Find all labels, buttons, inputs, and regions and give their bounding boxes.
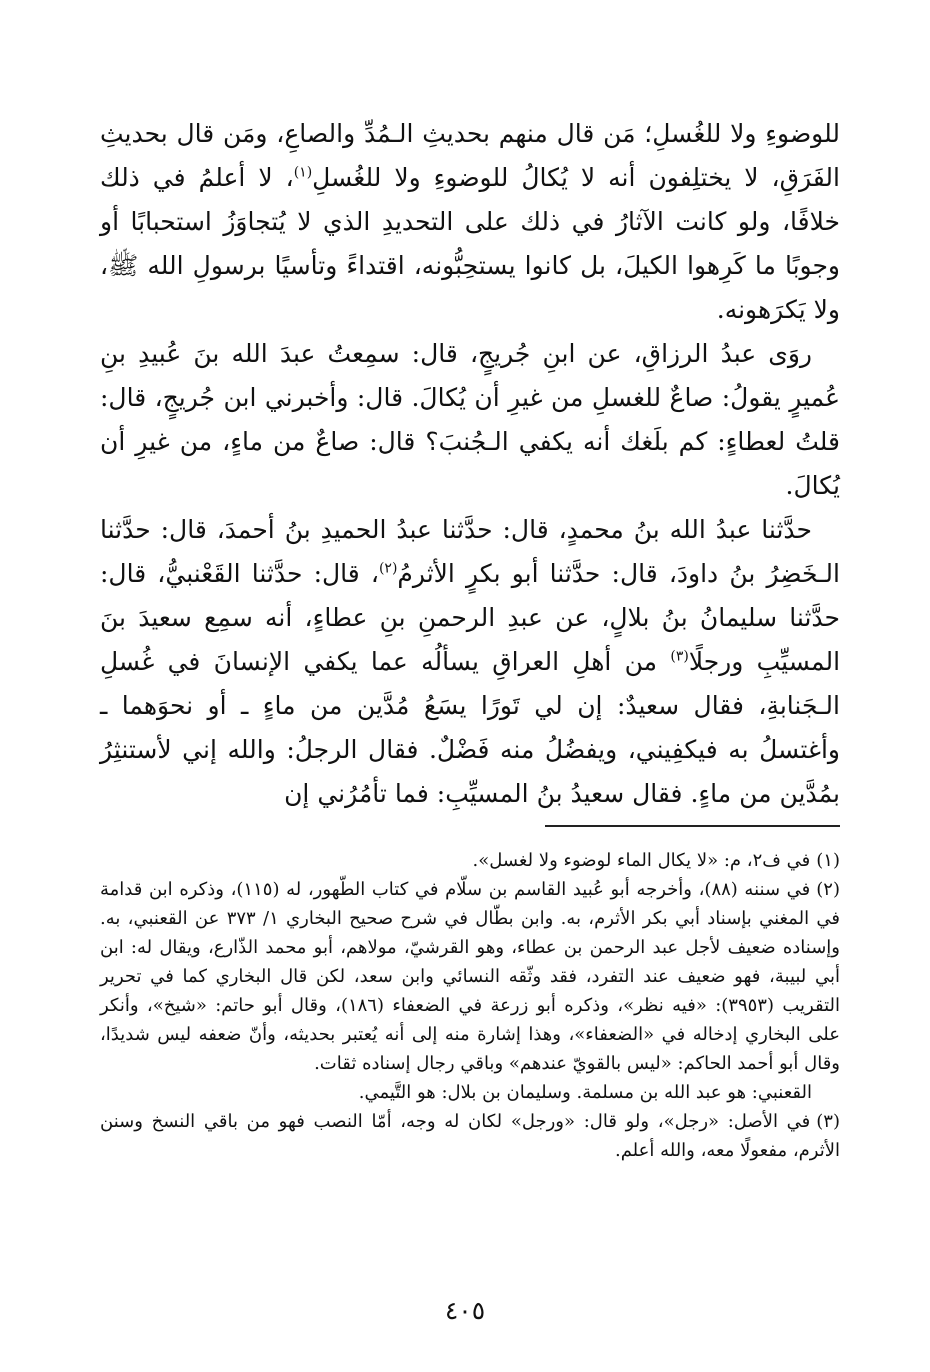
footnote-divider — [545, 825, 840, 827]
footnotes — [100, 846, 840, 1165]
paragraph-2: روَى عبدُ الرزاقِ، عن ابنِ جُريجٍ، قال: سمِعتُ عبدَ الله بنَ عُبيدِ بنِ عُميرٍ يقولُ: صاعٌ للغسلِ من غيرِ أن يُكالَ. قال: وأخبرني ابن جُريجٍ، قال: قلتُ لعطاءٍ: كم بلَغك أنه يكفي الـجُنبَ؟ قال: صاعٌ من ماءٍ، من غيرِ أن يُكالَ. — [100, 339, 840, 500]
footnote-text: في سننه (٨٨)، وأخرجه أبو عُبيد القاسم بن سلّام في كتاب الطّهور، له (١١٥)، وذكره ابن قدامة في المغني بإسناد أبي بكر الأثرم، به. وابن بطّال في شرح صحيح البخاري ١/ ٣٧٣ عن القعنبي، به. وإسناده ضعيف لأجل عبد الرحمن بن عطاء، وهو القرشيّ، مولاهم، أبو محمد الذّارع، ويقال له: ابن أبي لبيبة، فهو ضعيف عند التفرد، فقد وثّقه النسائي وابن سعد، لكن قال البخاري كما في تحرير التقريب (٣٩٥٣): «فيه نظر»، وذكره أبو زرعة في الضعفاء (١٨٦)، وقال أبو حاتم: «شيخ»، وأنكر على البخاري إدخاله في «الضعفاء»، وهذا إشارة منه إلى أنه يُعتبر بحديثه، وأنّ ضعفه ليس شديدًا، وقال أبو أحمد الحاكم: «ليس بالقويّ عندهم» وباقي رجال إسناده ثقات. — [100, 879, 840, 1074]
footnote-text: في الأصل: «رجل»، ولو قال: «ورجل» لكان له وجه، أمّا النصب فهو من باقي النسخ وسنن الأثرم، مفعولًا معه، والله أعلم. — [100, 1111, 840, 1161]
footnote-2-continuation — [100, 1078, 840, 1107]
footnote-number: (١) — [816, 850, 840, 871]
footnote-2 — [100, 875, 840, 1078]
footnote-text: في ف٢، م: «لا يكال الماء لوضوء ولا لغسل». — [472, 850, 811, 871]
paragraph-3-text: حدَّثنا عبدُ الله بنُ محمدٍ، قال: حدَّثنا عبدُ الحميدِ بنُ أحمدَ، قال: حدَّثنا الـخَضِرُ بنُ داودَ، قال: حدَّثنا أبو بكرٍ الأثرمُ — [100, 515, 840, 588]
footnote-number: (٣) — [816, 1111, 840, 1132]
footnote-ref-3[interactable]: (٣) — [670, 648, 689, 665]
paragraph-3-middle: ، قال: حدَّثنا القَعْنبيُّ، قال: حدَّثنا سليمانُ بنُ بلالٍ، عن عبدِ الرحمنِ بنِ عطاءٍ، أنه سمِع سعيدَ بنَ المسيِّبِ ورجلًا — [100, 559, 841, 676]
footnote-3 — [100, 1107, 840, 1165]
footnote-ref-1[interactable]: (١) — [293, 164, 313, 181]
page-number: ٤٠٥ — [444, 1296, 486, 1325]
footnote-number: (٢) — [816, 879, 840, 900]
paragraph-1 — [100, 112, 840, 332]
footnote-text: القعنبي: هو عبد الله بن مسلمة. وسليمان بن بلال: هو التَّيمي. — [358, 1082, 812, 1103]
paragraph-3-tail: من أهلِ العراقِ يسألُه عما يكفي الإنسانَ في غُسلِ الـجَنابةِ، فقال سعيدٌ: إن لي تَورًا يسَعُ مُدَّين من ماءٍ ـ أو نحوَهما ـ وأغتسلُ به فيكفِيني، ويفضُلُ منه فَضْلٌ. فقال الرجلُ: والله إني لأستنثِرُ بمُدَّين من ماءٍ. فقال سعيدُ بنُ المسيِّبِ: فما تأمُرُني إن — [100, 647, 840, 808]
paragraph-3 — [100, 508, 840, 816]
footnote-ref-2[interactable]: (٢) — [378, 560, 398, 577]
paragraph-1-text: للوضوءِ ولا للغُسلِ؛ مَن قال منهم بحديثِ الـمُدِّ والصاعِ، ومَن قال بحديثِ الفَرَقِ، لا يختلِفون أنه لا يُكالُ للوضوءِ ولا للغُسلِ — [100, 119, 840, 192]
footnote-1 — [100, 846, 840, 875]
main-text — [100, 112, 840, 816]
paragraph-1-tail: ، لا أعلمُ في ذلك خلافًا، ولو كانت الآثارُ في ذلك على التحديدِ الذي لا يُتجاوَزُ استحبابًا أو وجوبًا ما كَرِهوا الكيلَ، بل كانوا يستحِبُّونه، اقتداءً وتأسيًا برسولِ الله ﷺ، ولا يَكرَهونه. — [100, 163, 840, 324]
